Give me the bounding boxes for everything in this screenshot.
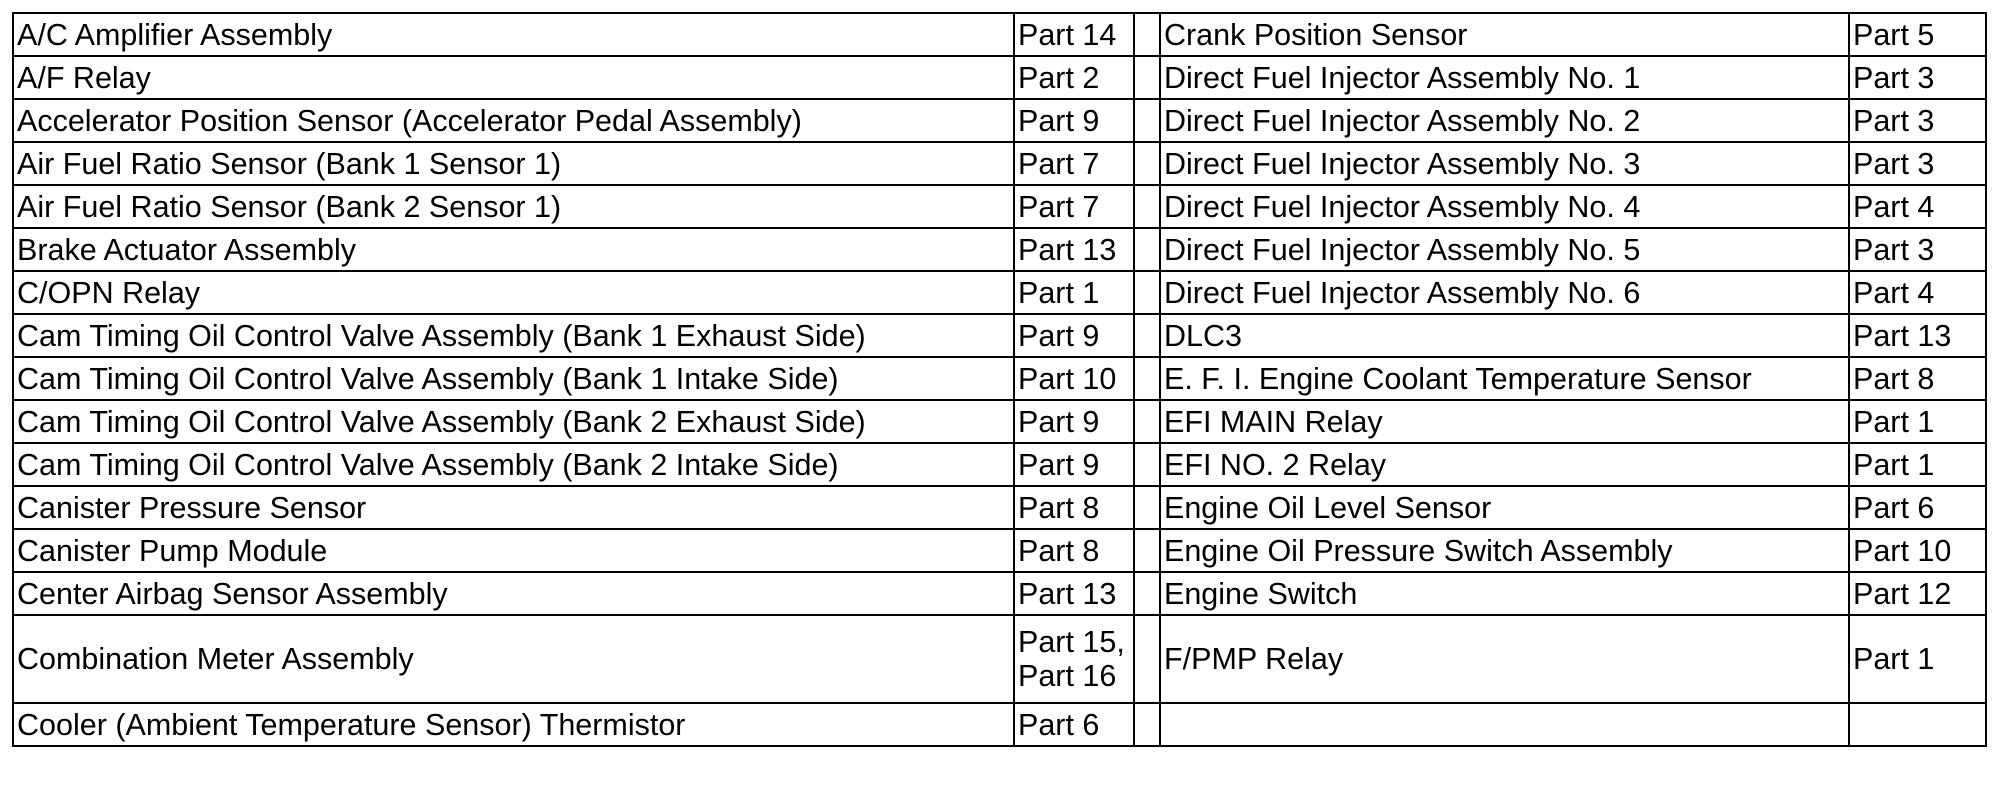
right-component-name: Direct Fuel Injector Assembly No. 2 [1160, 99, 1849, 142]
left-part-reference: Part 2 [1014, 56, 1134, 99]
table-row [13, 703, 1986, 746]
column-gap [1134, 486, 1160, 529]
right-part-reference: Part 1 [1849, 615, 1986, 703]
right-part-reference: Part 3 [1849, 56, 1986, 99]
right-component-name: EFI NO. 2 Relay [1160, 443, 1849, 486]
right-part-reference: Part 1 [1849, 443, 1986, 486]
column-gap [1134, 615, 1160, 703]
right-part-reference: Part 5 [1849, 13, 1986, 56]
left-part-reference: Part 8 [1014, 529, 1134, 572]
right-part-reference: Part 3 [1849, 99, 1986, 142]
left-component-name: Cam Timing Oil Control Valve Assembly (Bank 2 Intake Side) [13, 443, 1014, 486]
right-component-name: DLC3 [1160, 314, 1849, 357]
table-row [13, 228, 1986, 271]
column-gap [1134, 142, 1160, 185]
column-gap [1134, 13, 1160, 56]
column-gap [1134, 529, 1160, 572]
left-part-reference: Part 9 [1014, 99, 1134, 142]
right-component-name: Engine Switch [1160, 572, 1849, 615]
left-component-name: Cam Timing Oil Control Valve Assembly (Bank 1 Exhaust Side) [13, 314, 1014, 357]
left-part-reference: Part 9 [1014, 443, 1134, 486]
column-gap [1134, 185, 1160, 228]
table-row [13, 615, 1986, 703]
table-row [13, 56, 1986, 99]
left-part-reference: Part 13 [1014, 572, 1134, 615]
left-component-name: Air Fuel Ratio Sensor (Bank 1 Sensor 1) [13, 142, 1014, 185]
left-component-name: Cooler (Ambient Temperature Sensor) Thermistor [13, 703, 1014, 746]
left-part-reference: Part 6 [1014, 703, 1134, 746]
right-component-name: E. F. I. Engine Coolant Temperature Sensor [1160, 357, 1849, 400]
left-component-name: Combination Meter Assembly [13, 615, 1014, 703]
column-gap [1134, 572, 1160, 615]
right-part-reference: Part 10 [1849, 529, 1986, 572]
right-part-reference [1849, 703, 1986, 746]
left-component-name: Canister Pump Module [13, 529, 1014, 572]
column-gap [1134, 99, 1160, 142]
table-row [13, 314, 1986, 357]
table-row [13, 443, 1986, 486]
left-component-name: Air Fuel Ratio Sensor (Bank 2 Sensor 1) [13, 185, 1014, 228]
left-component-name: Brake Actuator Assembly [13, 228, 1014, 271]
right-part-reference: Part 8 [1849, 357, 1986, 400]
table-row [13, 486, 1986, 529]
column-gap [1134, 703, 1160, 746]
right-component-name: Direct Fuel Injector Assembly No. 6 [1160, 271, 1849, 314]
right-part-reference: Part 13 [1849, 314, 1986, 357]
column-gap [1134, 357, 1160, 400]
left-part-reference: Part 9 [1014, 314, 1134, 357]
left-component-name: Accelerator Position Sensor (Accelerator Pedal Assembly) [13, 99, 1014, 142]
table-row [13, 271, 1986, 314]
left-part-reference: Part 7 [1014, 142, 1134, 185]
left-component-name: C/OPN Relay [13, 271, 1014, 314]
column-gap [1134, 314, 1160, 357]
right-part-reference: Part 3 [1849, 142, 1986, 185]
left-part-reference: Part 10 [1014, 357, 1134, 400]
right-component-name: Direct Fuel Injector Assembly No. 1 [1160, 56, 1849, 99]
table-row [13, 357, 1986, 400]
table-row [13, 572, 1986, 615]
left-part-reference: Part 9 [1014, 400, 1134, 443]
left-part-reference: Part 7 [1014, 185, 1134, 228]
table-row [13, 185, 1986, 228]
table-row [13, 142, 1986, 185]
column-gap [1134, 228, 1160, 271]
right-part-reference: Part 1 [1849, 400, 1986, 443]
left-component-name: A/F Relay [13, 56, 1014, 99]
left-component-name: Canister Pressure Sensor [13, 486, 1014, 529]
table-row [13, 13, 1986, 56]
right-component-name: EFI MAIN Relay [1160, 400, 1849, 443]
left-component-name: A/C Amplifier Assembly [13, 13, 1014, 56]
right-component-name: Direct Fuel Injector Assembly No. 3 [1160, 142, 1849, 185]
right-component-name: Engine Oil Level Sensor [1160, 486, 1849, 529]
table-row [13, 529, 1986, 572]
right-component-name: F/PMP Relay [1160, 615, 1849, 703]
parts-location-index-table [12, 12, 1987, 747]
table-row [13, 99, 1986, 142]
left-part-reference: Part 13 [1014, 228, 1134, 271]
right-component-name: Crank Position Sensor [1160, 13, 1849, 56]
column-gap [1134, 400, 1160, 443]
left-part-reference: Part 1 [1014, 271, 1134, 314]
right-part-reference: Part 12 [1849, 572, 1986, 615]
right-component-name: Direct Fuel Injector Assembly No. 4 [1160, 185, 1849, 228]
left-component-name: Center Airbag Sensor Assembly [13, 572, 1014, 615]
column-gap [1134, 271, 1160, 314]
table-row [13, 400, 1986, 443]
column-gap [1134, 56, 1160, 99]
left-part-reference: Part 8 [1014, 486, 1134, 529]
right-part-reference: Part 4 [1849, 271, 1986, 314]
left-component-name: Cam Timing Oil Control Valve Assembly (Bank 2 Exhaust Side) [13, 400, 1014, 443]
right-part-reference: Part 6 [1849, 486, 1986, 529]
left-part-reference: Part 15, Part 16 [1014, 615, 1134, 703]
right-component-name: Direct Fuel Injector Assembly No. 5 [1160, 228, 1849, 271]
left-component-name: Cam Timing Oil Control Valve Assembly (Bank 1 Intake Side) [13, 357, 1014, 400]
right-part-reference: Part 4 [1849, 185, 1986, 228]
right-component-name [1160, 703, 1849, 746]
left-part-reference: Part 14 [1014, 13, 1134, 56]
right-component-name: Engine Oil Pressure Switch Assembly [1160, 529, 1849, 572]
right-part-reference: Part 3 [1849, 228, 1986, 271]
column-gap [1134, 443, 1160, 486]
